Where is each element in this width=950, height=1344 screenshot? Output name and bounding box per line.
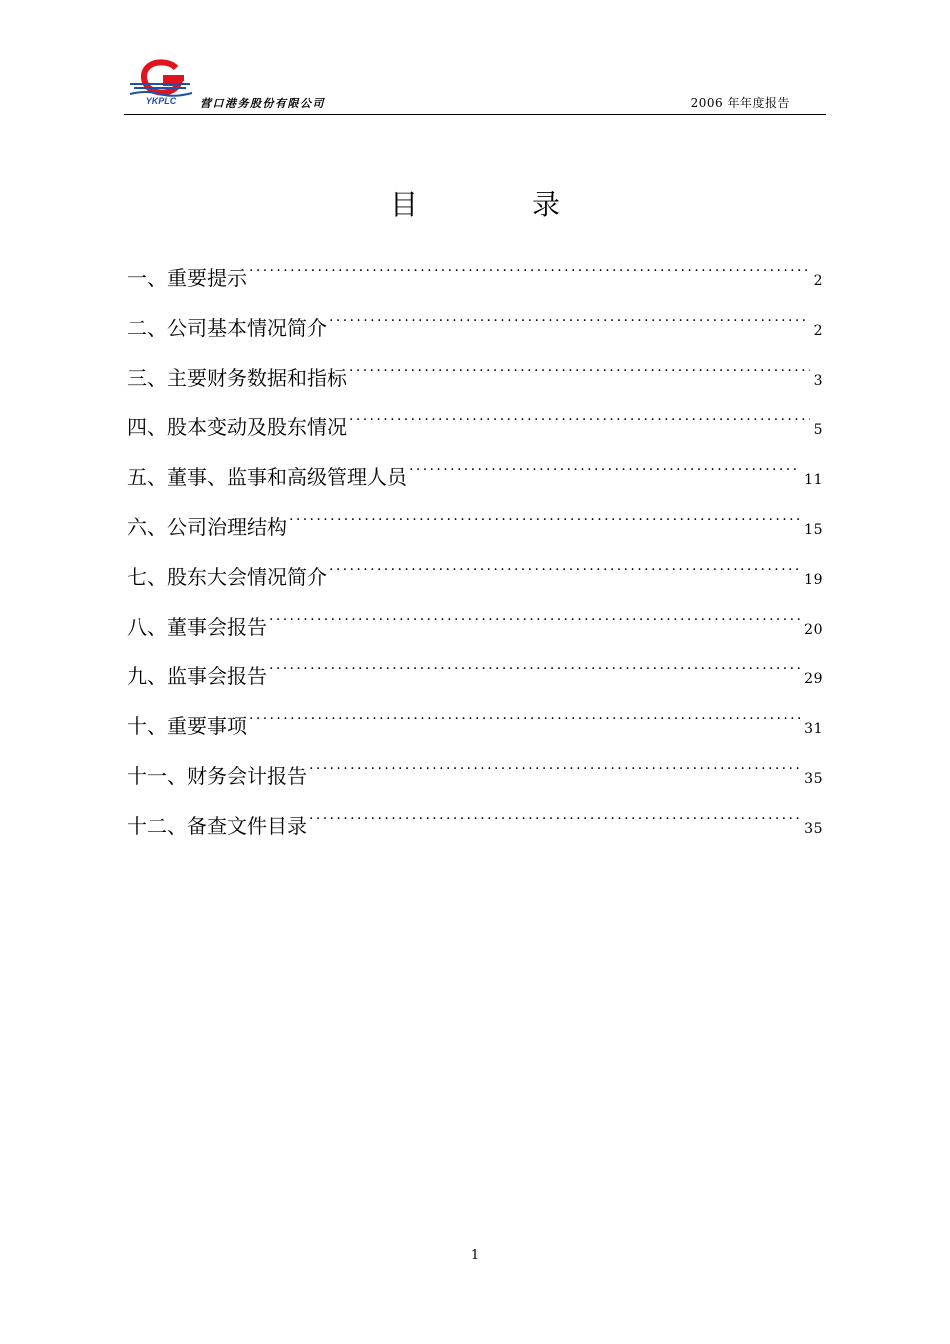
toc-entry-label: 十一、财务会计报告 (127, 763, 307, 788)
toc-leader-dots (329, 564, 800, 584)
toc-entry[interactable] (127, 607, 823, 657)
toc-entry[interactable] (127, 806, 823, 856)
toc-entry[interactable] (127, 656, 823, 706)
toc-entry-page: 2 (813, 322, 823, 339)
toc-leader-dots (309, 813, 800, 833)
toc-entry-label: 八、董事会报告 (127, 614, 267, 639)
toc-entry-label: 六、公司治理结构 (127, 514, 287, 539)
toc-leader-dots (349, 365, 810, 385)
toc-title-part2: 录 (532, 188, 561, 221)
toc-leader-dots (309, 763, 800, 783)
toc-leader-dots (289, 514, 800, 534)
toc-entry-page: 2 (813, 273, 823, 289)
toc-entry-label: 十、重要事项 (127, 714, 247, 739)
toc-entry[interactable] (127, 507, 823, 557)
toc-entry-label: 二、公司基本情况简介 (127, 315, 327, 340)
toc-leader-dots (269, 663, 800, 683)
toc-entry-page: 15 (804, 521, 823, 538)
page-header (124, 56, 826, 115)
toc-entry-page: 19 (804, 571, 823, 588)
toc-entry-label: 一、重要提示 (127, 266, 247, 290)
toc-entry[interactable] (127, 308, 823, 358)
toc-leader-dots (409, 464, 800, 484)
toc-entry[interactable] (127, 457, 823, 507)
report-label: 2006 年年度报告 (690, 96, 790, 110)
toc-entry-label: 九、监事会报告 (127, 664, 267, 689)
toc-title (0, 183, 950, 223)
toc-entry[interactable] (127, 706, 823, 756)
toc-entry[interactable] (127, 358, 823, 408)
toc-entry[interactable] (127, 258, 823, 308)
toc-entry-page: 31 (804, 721, 823, 738)
page-number: 1 (470, 1248, 480, 1263)
toc-entry-page: 5 (813, 422, 823, 439)
toc-entry[interactable] (127, 407, 823, 457)
toc-entry-page: 29 (804, 671, 823, 688)
toc-leader-dots (329, 315, 810, 335)
toc-leader-dots (349, 414, 810, 434)
company-name: 营口港务股份有限公司 (200, 97, 325, 110)
toc-entry-label: 十二、备查文件目录 (127, 813, 307, 838)
company-logo (126, 58, 196, 106)
toc-entry-label: 三、主要财务数据和指标 (127, 365, 347, 390)
toc-entry[interactable] (127, 756, 823, 806)
toc-entry-page: 20 (804, 621, 823, 638)
toc-list (127, 258, 823, 856)
toc-entry-page: 3 (813, 372, 823, 389)
toc-entry[interactable] (127, 557, 823, 607)
toc-leader-dots (269, 614, 800, 634)
toc-title-part1: 目 (389, 188, 418, 221)
toc-entry-label: 四、股本变动及股东情况 (127, 415, 347, 440)
toc-entry-page: 35 (804, 770, 823, 787)
toc-entry-label: 五、董事、监事和高级管理人员 (127, 465, 407, 490)
toc-entry-page: 11 (804, 472, 823, 489)
toc-entry-label: 七、股东大会情况简介 (127, 564, 327, 589)
toc-leader-dots (249, 713, 800, 733)
toc-entry-page: 35 (804, 820, 823, 837)
logo-text: YKPLC (145, 96, 177, 106)
toc-leader-dots (249, 265, 810, 285)
